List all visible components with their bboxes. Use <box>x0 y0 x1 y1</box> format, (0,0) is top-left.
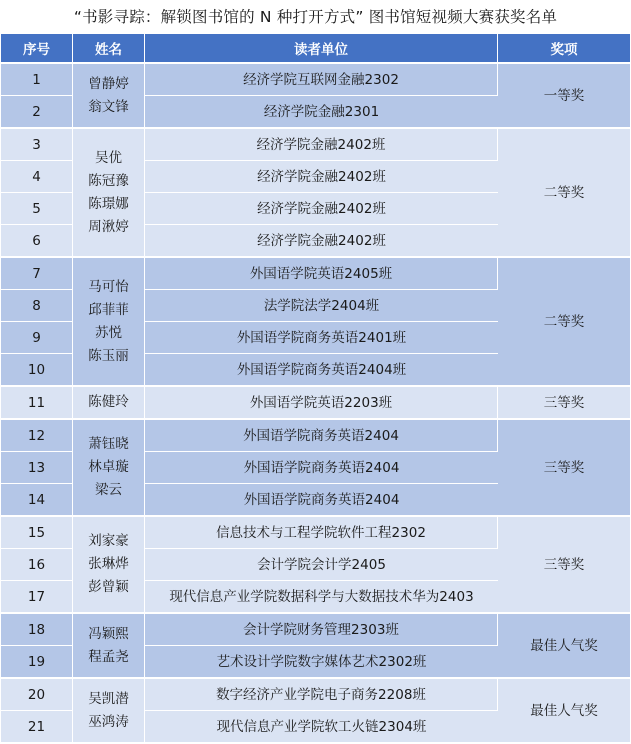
winner-names <box>73 420 145 517</box>
award-level: 三等奖 <box>498 387 630 420</box>
row-number: 8 <box>1 290 73 322</box>
award-level: 最佳人气奖 <box>498 679 630 744</box>
header-name: 姓名 <box>73 34 145 64</box>
table-row <box>1 517 630 549</box>
header-number: 序号 <box>1 34 73 64</box>
reader-unit: 艺术设计学院数字媒体艺术2302班 <box>145 646 498 679</box>
row-number: 20 <box>1 679 73 711</box>
row-number: 7 <box>1 258 73 290</box>
row-number: 17 <box>1 581 73 614</box>
winner-name: 冯颖熙 <box>88 625 129 642</box>
reader-unit: 会计学院会计学2405 <box>145 549 498 581</box>
reader-unit: 外国语学院商务英语2401班 <box>145 322 498 354</box>
winner-names <box>73 258 145 387</box>
award-table <box>1 34 630 744</box>
winner-name: 苏悦 <box>95 324 122 341</box>
reader-unit: 经济学院金融2402班 <box>145 225 498 258</box>
winner-name: 林卓璇 <box>88 459 129 475</box>
winner-name: 程孟尧 <box>88 648 129 665</box>
reader-unit: 现代信息产业学院软工火链2304班 <box>145 711 498 744</box>
row-number: 6 <box>1 225 73 258</box>
winner-names <box>73 64 145 129</box>
winner-name: 马可怡 <box>88 278 129 295</box>
winner-name: 吴凯潜 <box>88 690 129 707</box>
row-number: 3 <box>1 129 73 161</box>
reader-unit: 外国语学院英语2405班 <box>145 258 498 290</box>
reader-unit: 经济学院金融2402班 <box>145 193 498 225</box>
reader-unit: 经济学院互联网金融2302 <box>145 64 498 96</box>
winner-name: 曾静婷 <box>88 75 129 92</box>
row-number: 18 <box>1 614 73 646</box>
winner-name: 梁云 <box>95 482 122 498</box>
row-number: 9 <box>1 322 73 354</box>
row-number: 16 <box>1 549 73 581</box>
winner-name: 陈玉丽 <box>88 347 129 364</box>
reader-unit: 外国语学院商务英语2404班 <box>145 354 498 387</box>
reader-unit: 经济学院金融2402班 <box>145 129 498 161</box>
reader-unit: 现代信息产业学院数据科学与大数据技术华为2403 <box>145 581 498 614</box>
reader-unit: 外国语学院商务英语2404 <box>145 484 498 517</box>
winner-name: 翁文锋 <box>88 98 129 115</box>
row-number: 1 <box>1 64 73 96</box>
page-title: “书影寻踪：解锁图书馆的 N 种打开方式” 图书馆短视频大赛获奖名单 <box>73 8 558 26</box>
table-row <box>1 614 630 646</box>
header-unit: 读者单位 <box>145 34 498 64</box>
award-level: 二等奖 <box>498 258 630 387</box>
reader-unit: 经济学院金融2402班 <box>145 161 498 193</box>
reader-unit: 外国语学院商务英语2404 <box>145 420 498 452</box>
winner-name: 周湫婷 <box>88 218 129 235</box>
winner-names <box>73 679 145 744</box>
award-level: 三等奖 <box>498 517 630 614</box>
winner-name: 陈璟娜 <box>88 195 129 212</box>
reader-unit: 信息技术与工程学院软件工程2302 <box>145 517 498 549</box>
table-row <box>1 387 630 420</box>
table-header-row <box>1 34 630 64</box>
reader-unit: 经济学院金融2301 <box>145 96 498 129</box>
award-level: 三等奖 <box>498 420 630 517</box>
table-row <box>1 129 630 161</box>
award-level: 最佳人气奖 <box>498 614 630 679</box>
winner-name: 吴优 <box>95 149 122 166</box>
winner-name: 邱菲菲 <box>88 301 129 318</box>
winner-name: 张琳烨 <box>88 556 129 572</box>
table-row <box>1 64 630 96</box>
row-number: 15 <box>1 517 73 549</box>
award-level: 二等奖 <box>498 129 630 258</box>
row-number: 19 <box>1 646 73 679</box>
row-number: 11 <box>1 387 73 420</box>
row-number: 13 <box>1 452 73 484</box>
winner-names <box>73 129 145 258</box>
header-award: 奖项 <box>498 34 630 64</box>
winner-name: 刘家豪 <box>88 533 129 549</box>
row-number: 14 <box>1 484 73 517</box>
winner-names <box>73 614 145 679</box>
row-number: 21 <box>1 711 73 744</box>
reader-unit: 法学院法学2404班 <box>145 290 498 322</box>
winner-name: 萧钰晓 <box>88 436 129 452</box>
winner-names <box>73 387 145 420</box>
table-row <box>1 679 630 711</box>
reader-unit: 数字经济产业学院电子商务2208班 <box>145 679 498 711</box>
row-number: 5 <box>1 193 73 225</box>
row-number: 10 <box>1 354 73 387</box>
row-number: 12 <box>1 420 73 452</box>
award-level: 一等奖 <box>498 64 630 129</box>
winner-name: 巫鸿涛 <box>88 713 129 730</box>
award-table-body <box>1 64 630 744</box>
reader-unit: 外国语学院英语2203班 <box>145 387 498 420</box>
row-number: 4 <box>1 161 73 193</box>
winner-names <box>73 517 145 614</box>
winner-name: 彭曾颖 <box>88 579 129 595</box>
row-number: 2 <box>1 96 73 129</box>
winner-name: 陈冠豫 <box>88 172 129 189</box>
winner-name: 陈健玲 <box>88 394 129 410</box>
table-row <box>1 258 630 290</box>
reader-unit: 外国语学院商务英语2404 <box>145 452 498 484</box>
reader-unit: 会计学院财务管理2303班 <box>145 614 498 646</box>
table-row <box>1 420 630 452</box>
